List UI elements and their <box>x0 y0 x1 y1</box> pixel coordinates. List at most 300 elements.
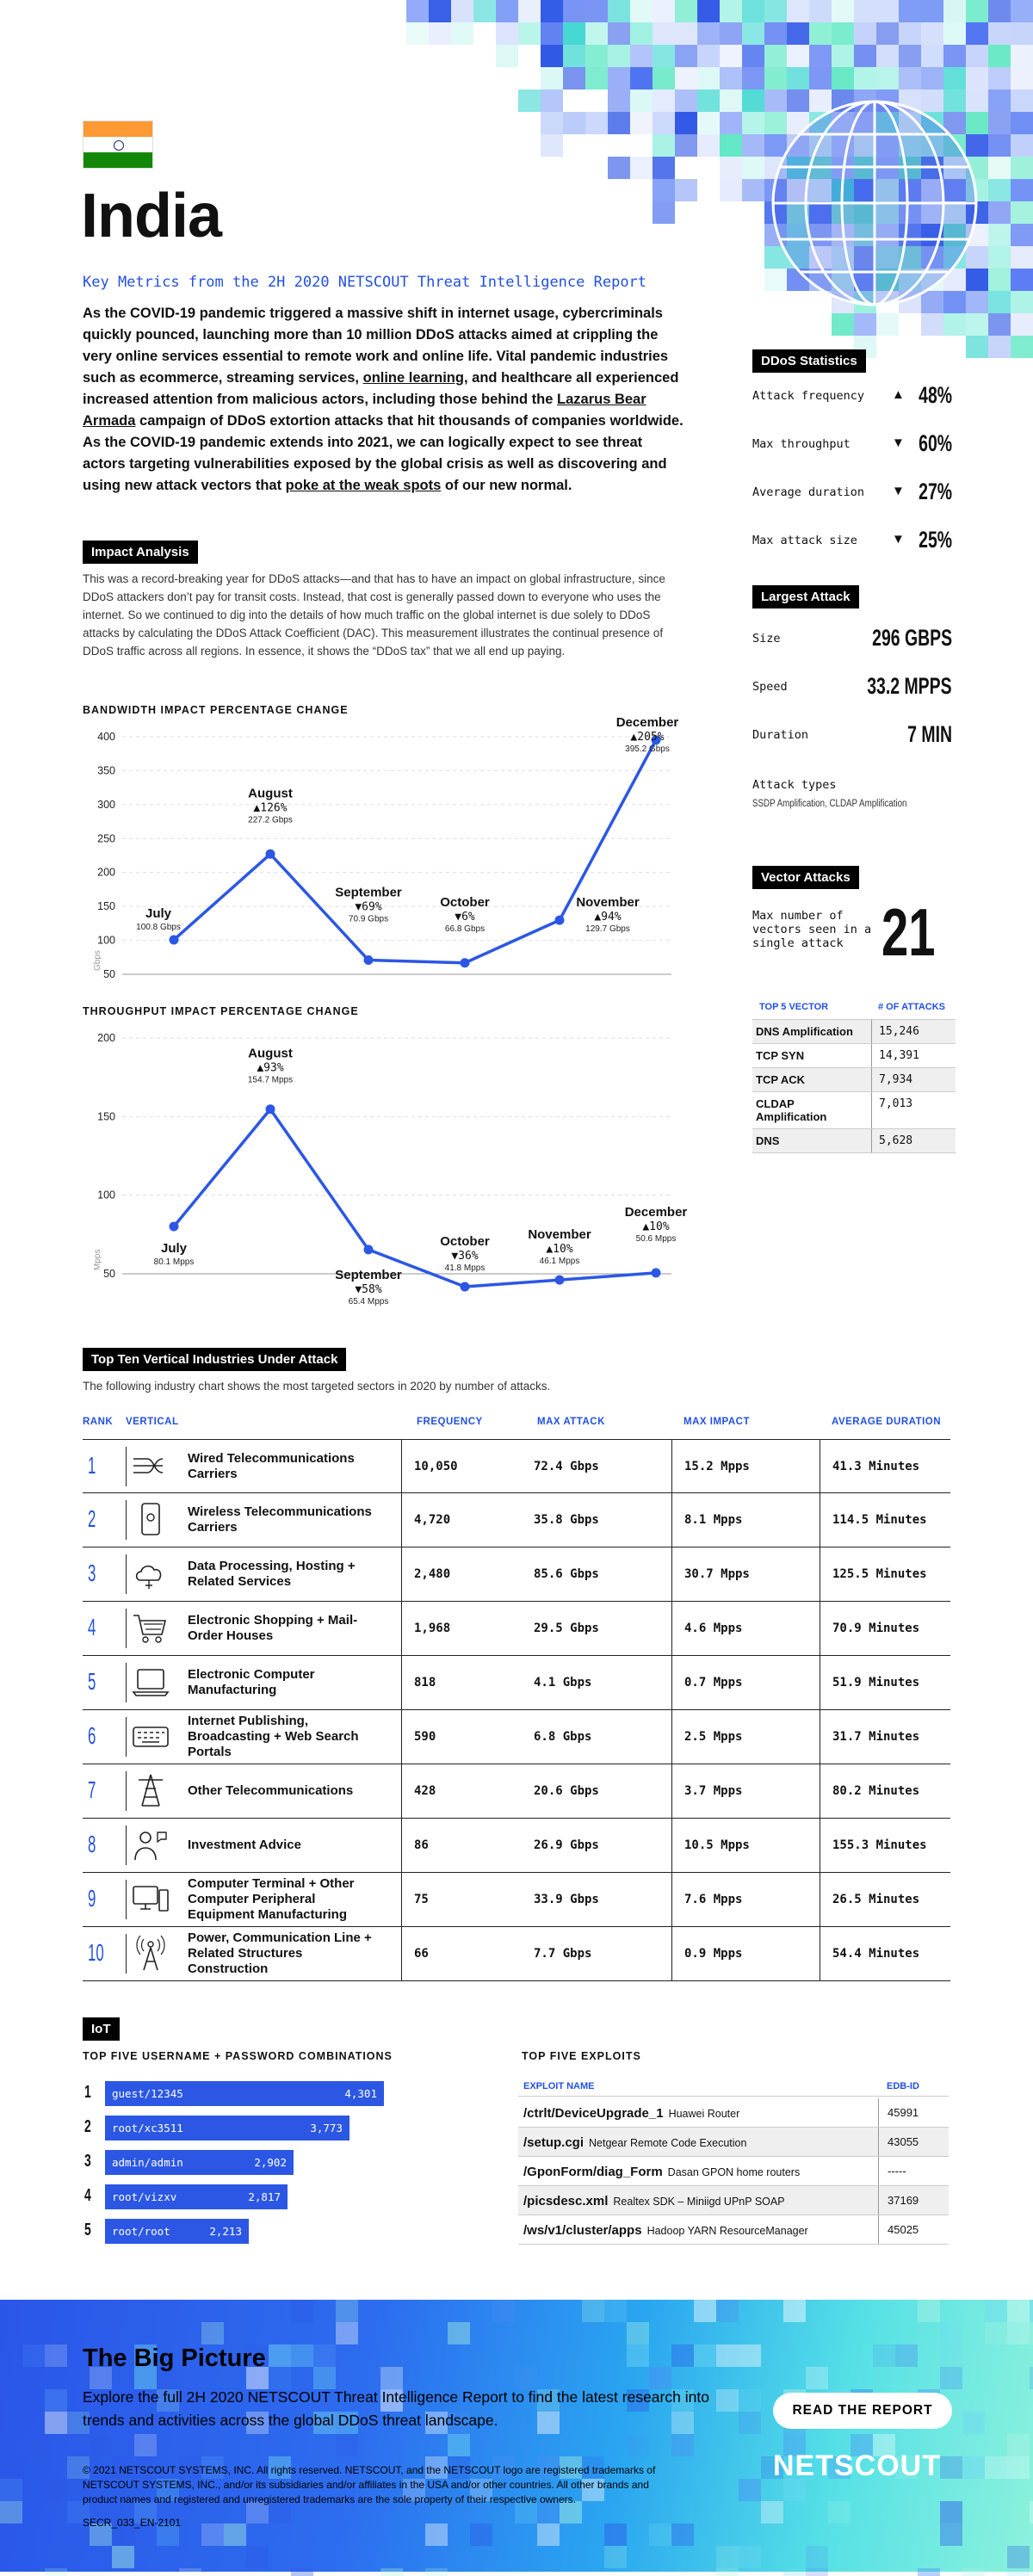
mosaic-tile <box>675 134 697 157</box>
y-tick-label: 250 <box>97 832 115 845</box>
mosaic-tile <box>313 2344 336 2367</box>
arrow-up-icon: ▲ <box>892 387 905 402</box>
stat-value: 296 GBPS <box>872 625 952 651</box>
credentials-title: TOP FIVE USERNAME + PASSWORD COMBINATIONS <box>83 2050 393 2062</box>
value-label: 100.8 Gbps <box>136 922 181 932</box>
change-label: ▲10% <box>642 1220 670 1233</box>
mosaic-tile <box>541 67 563 90</box>
value-label: 129.7 Gbps <box>585 924 630 935</box>
industries-text: The following industry chart shows the most targeted sectors in 2020 by number of attacks. <box>83 1380 551 1393</box>
category-label: December <box>624 1204 688 1220</box>
table-row <box>752 1043 956 1067</box>
exploit-description: Netgear Remote Code Execution <box>589 2137 747 2149</box>
largest-attack-speed <box>752 670 952 704</box>
mosaic-tile <box>720 45 742 67</box>
exploit-path: /GponForm/diag_Form <box>523 2165 663 2179</box>
exploits-title: TOP FIVE EXPLOITS <box>522 2050 641 2062</box>
y-tick-label: 50 <box>103 1268 115 1280</box>
footer-title: The Big Picture <box>83 2344 266 2372</box>
mosaic-tile <box>563 0 585 22</box>
mosaic-tile <box>675 67 697 90</box>
category-label: October <box>440 1233 490 1249</box>
mosaic-tile <box>675 45 697 67</box>
mosaic-tile <box>985 2322 1007 2344</box>
mosaic-tile <box>671 2434 694 2456</box>
change-label: ▲10% <box>546 1243 573 1257</box>
table-row <box>518 2128 949 2157</box>
category-label: September <box>335 885 402 900</box>
col-header-edb-id: EDB-ID <box>887 2081 919 2091</box>
vector-name: CLDAP Amplification <box>756 1097 827 1123</box>
page-title: India <box>81 182 222 250</box>
mosaic-tile <box>764 22 787 45</box>
stat-label: Speed <box>752 680 788 694</box>
edb-id: 43055 <box>878 2128 927 2156</box>
vertical-name: Wireless Telecommunications Carriers <box>188 1504 372 1535</box>
change-label: ▼36% <box>451 1249 479 1263</box>
col-header-vector: TOP 5 VECTOR <box>759 1002 829 1012</box>
mosaic-tile <box>716 2568 739 2576</box>
col-header-frequency: FREQUENCY <box>417 1417 483 1427</box>
mosaic-tile <box>940 2344 962 2367</box>
frequency-value: 2,480 <box>401 1547 520 1601</box>
vertical-name: Data Processing, Hosting + Related Services <box>188 1559 356 1589</box>
mosaic-tile <box>496 22 518 45</box>
credential-label: guest/12345 <box>112 2087 183 2100</box>
series-line <box>174 740 656 963</box>
intro-text-3: campaign of DDoS extortion attacks that hit thousands of companies worldwide. As the COVID-19 pandemic extends into 2021, we can logically expect to see threat actors targeting vulnerabilities exposed by the global crisis as well as discovering and using new attack vectors that <box>83 413 684 493</box>
intro-paragraph <box>83 303 685 497</box>
data-point <box>364 1245 374 1254</box>
vector-count: 7,934 <box>871 1068 919 1091</box>
frequency-value: 590 <box>401 1710 520 1764</box>
mosaic-tile <box>563 22 585 45</box>
mosaic-tile <box>720 0 742 22</box>
online-learning-link[interactable]: online learning <box>362 370 464 386</box>
mosaic-tile <box>541 0 563 22</box>
mosaic-tile <box>675 22 697 45</box>
arrow-down-icon: ▼ <box>892 484 905 498</box>
mosaic-tile <box>716 2300 739 2322</box>
y-tick-label: 100 <box>97 934 115 947</box>
average-duration-value: 26.5 Minutes <box>820 1873 950 1926</box>
mosaic-tile <box>921 22 943 45</box>
mosaic-tile <box>962 2568 985 2576</box>
table-row <box>83 1439 950 1493</box>
iot-tag: IoT <box>83 2017 120 2041</box>
credential-bar <box>105 2184 288 2209</box>
frequency-value: 75 <box>401 1873 520 1926</box>
max-attack-value: 26.9 Gbps <box>534 1838 599 1852</box>
mosaic-tile <box>201 2523 224 2546</box>
mosaic-tile <box>653 0 675 22</box>
mosaic-tile <box>653 67 675 90</box>
mosaic-tile <box>921 0 943 22</box>
mosaic-tile <box>653 90 675 112</box>
stat-value: 60% <box>919 430 952 456</box>
mosaic-tile <box>451 0 473 22</box>
value-label: 46.1 Mpps <box>539 1257 580 1267</box>
rank-number: 3 <box>84 2152 91 2171</box>
rank-number: 7 <box>88 1776 96 1803</box>
laptop-icon <box>126 1663 170 1702</box>
mosaic-tile <box>873 2344 895 2367</box>
exploit-path: /ws/v1/cluster/apps <box>523 2223 642 2238</box>
mosaic-tile <box>22 2344 45 2367</box>
stat-label: Size <box>752 632 781 646</box>
y-tick-label: 50 <box>103 968 115 980</box>
mosaic-tile <box>988 0 1011 22</box>
vector-attacks-tag: Vector Attacks <box>752 866 859 889</box>
mosaic-tile <box>1011 179 1033 201</box>
mosaic-tile <box>541 90 563 112</box>
edb-id: 45991 <box>878 2098 927 2127</box>
max-attack-value: 7.7 Gbps <box>534 1947 592 1961</box>
largest-attack-duration <box>752 718 952 752</box>
average-duration-value: 41.3 Minutes <box>820 1440 950 1493</box>
value-label: 70.9 Gbps <box>348 914 389 924</box>
mosaic-tile <box>630 90 653 112</box>
advisor-icon <box>126 1825 170 1865</box>
mosaic-tile <box>608 157 630 179</box>
mosaic-tile <box>653 201 675 224</box>
mosaic-tile <box>291 2344 313 2367</box>
mosaic-tile <box>739 2344 761 2367</box>
vertical-name: Computer Terminal + Other Computer Peripheral Equipment Manufacturing <box>188 1876 355 1922</box>
mosaic-tile <box>720 67 742 90</box>
rank-number: 4 <box>84 2186 91 2205</box>
antenna-icon <box>126 1934 170 1974</box>
table-row <box>83 1873 950 1927</box>
mosaic-tile <box>720 134 742 157</box>
change-label: ▲205% <box>630 730 665 744</box>
mosaic-tile <box>45 2344 67 2367</box>
mosaic-tile <box>496 45 518 67</box>
mosaic-tile <box>1030 2501 1033 2523</box>
table-row <box>518 2215 949 2245</box>
mosaic-tile <box>854 45 876 67</box>
mosaic-tile <box>45 2412 67 2434</box>
category-label: November <box>576 895 640 911</box>
data-point <box>652 1268 661 1277</box>
value-label: 50.6 Mpps <box>635 1233 677 1244</box>
mosaic-tile <box>630 45 653 67</box>
category-label: December <box>615 714 679 730</box>
data-point <box>170 935 179 944</box>
y-tick-label: 150 <box>97 1110 115 1123</box>
rank-number: 6 <box>88 1722 96 1749</box>
table-row <box>518 2098 949 2128</box>
mosaic-tile <box>291 2568 313 2576</box>
mosaic-tile <box>962 2456 985 2479</box>
mosaic-tile <box>1011 246 1033 269</box>
mosaic-tile <box>0 2479 22 2501</box>
max-impact-value: 30.7 Mpps <box>671 1547 818 1601</box>
frequency-value: 86 <box>401 1819 520 1872</box>
exploit-description: Hadoop YARN ResourceManager <box>646 2225 808 2237</box>
mosaic-tile <box>1007 2322 1030 2344</box>
mosaic-tile <box>630 67 653 90</box>
vector-name: TCP SYN <box>756 1049 805 1062</box>
attack-types-label: Attack types <box>752 778 837 792</box>
mosaic-tile <box>1007 2456 1030 2479</box>
mosaic-tile <box>630 22 653 45</box>
rank-number: 5 <box>88 1668 96 1695</box>
mosaic-tile <box>943 22 966 45</box>
stat-value: 27% <box>919 479 952 504</box>
credential-count: 2,817 <box>248 2190 281 2203</box>
mosaic-tile <box>876 22 899 45</box>
rank-number: 2 <box>84 2117 91 2136</box>
table-row <box>752 1019 956 1043</box>
change-label: ▼6% <box>455 910 475 924</box>
mosaic-tile <box>1007 2300 1030 2322</box>
attack-types-value: SSDP Amplification, CLDAP Amplification <box>752 799 907 809</box>
stat-label: Average duration <box>752 485 865 499</box>
mosaic-tile <box>832 45 854 67</box>
rank-number: 10 <box>88 1939 104 1966</box>
mosaic-tile <box>716 2344 739 2367</box>
ashoka-chakra-icon <box>114 140 124 151</box>
max-impact-value: 3.7 Mpps <box>671 1764 818 1818</box>
mosaic-tile <box>828 2501 851 2523</box>
mosaic-tile <box>1011 90 1033 112</box>
table-row <box>83 1710 950 1764</box>
mosaic-tile <box>425 2568 448 2576</box>
data-point <box>266 849 275 859</box>
mosaic-tile <box>671 2344 694 2367</box>
mosaic-tile <box>720 22 742 45</box>
footer-text: Explore the full 2H 2020 NETSCOUT Threat Intelligence Report to find the latest research into trends and activities across the global DDoS threat landscape. <box>83 2388 709 2429</box>
mosaic-tile <box>1011 45 1033 67</box>
mosaic-tile <box>630 0 653 22</box>
y-tick-label: 100 <box>97 1189 115 1202</box>
mosaic-tile <box>134 2434 157 2456</box>
mosaic-tile <box>1011 269 1033 291</box>
mosaic-tile <box>1007 2568 1030 2576</box>
mosaic-tile <box>585 22 608 45</box>
mosaic-tile <box>492 2300 515 2322</box>
impact-analysis-text: This was a record-breaking year for DDoS attacks—and that has to have an impact on global infrastructure, since DDoS attackers don’t pay for transit costs. Instead, that cost is generally passed down to everyone who uses the internet. So we continued to dig into the details of how much traffic on the global internet is due solely to DDoS attacks by calculating the DDoS Attack Coefficient (DAC). This measurement illustrates the continual presence of DDoS traffic across all regions. In essence, it shows the “DDoS tax” that we all end up paying. <box>83 572 665 658</box>
mosaic-tile <box>0 2501 22 2523</box>
mosaic-tile <box>943 45 966 67</box>
rank-number: 8 <box>88 1831 96 1857</box>
mosaic-tile <box>112 2546 134 2568</box>
col-header-max-impact: MAX IMPACT <box>684 1417 750 1427</box>
stat-label: Max attack size <box>752 534 857 547</box>
mosaic-tile <box>1011 291 1033 313</box>
mosaic-tile <box>985 2300 1007 2322</box>
mosaic-tile <box>988 22 1011 45</box>
col-header-attacks: # OF ATTACKS <box>878 1002 946 1012</box>
mosaic-tile <box>739 2546 761 2568</box>
mosaic-tile <box>787 22 809 45</box>
mosaic-tile <box>496 0 518 22</box>
weak-spots-link[interactable]: poke at the weak spots <box>285 478 442 493</box>
stat-label: Duration <box>752 728 809 742</box>
change-label: ▼58% <box>355 1282 382 1296</box>
category-label: September <box>335 1267 402 1282</box>
tower-icon <box>126 1771 170 1811</box>
mosaic-tile <box>604 2523 627 2546</box>
mosaic-tile <box>1011 67 1033 90</box>
series-line <box>174 1109 656 1287</box>
table-row <box>83 1547 950 1602</box>
mosaic-tile <box>518 90 541 112</box>
credential-count: 2,213 <box>209 2225 242 2238</box>
mosaic-tile <box>425 2523 448 2546</box>
exploit-name <box>523 2223 808 2238</box>
phone-icon <box>126 1500 170 1540</box>
vertical-name: Other Telecommunications <box>188 1783 354 1798</box>
document-code: SECR_033_EN-2101 <box>83 2517 182 2529</box>
max-attack-value: 35.8 Gbps <box>534 1513 599 1527</box>
mosaic-tile <box>448 2322 470 2344</box>
mosaic-tile <box>179 2568 201 2576</box>
rank-number: 9 <box>88 1885 96 1912</box>
vector-count: 14,391 <box>871 1044 926 1067</box>
mosaic-tile <box>783 2300 806 2322</box>
table-row <box>518 2157 949 2186</box>
mosaic-tile <box>720 179 742 201</box>
stat-value: 7 MIN <box>907 721 952 747</box>
mosaic-tile <box>608 90 630 112</box>
y-tick-label: 300 <box>97 798 115 811</box>
netscout-logo: NETSCOUT <box>773 2449 941 2482</box>
mosaic-tile <box>783 2568 806 2576</box>
y-axis-label: Mpps <box>93 1249 102 1270</box>
arrow-down-icon: ▼ <box>892 532 905 547</box>
mosaic-tile <box>876 45 899 67</box>
vector-name: TCP ACK <box>756 1073 806 1086</box>
mosaic-tile <box>985 2456 1007 2479</box>
value-label: 154.7 Mpps <box>247 1075 294 1085</box>
credential-bar <box>105 2116 349 2140</box>
mosaic-tile <box>675 179 697 201</box>
throughput-chart <box>69 1024 689 1307</box>
frequency-value: 10,050 <box>401 1440 520 1493</box>
mosaic-tile <box>1011 224 1033 246</box>
max-attack-value: 4.1 Gbps <box>534 1676 592 1690</box>
stat-value: 33.2 MPPS <box>867 673 952 699</box>
mosaic-tile <box>649 2523 671 2546</box>
max-impact-value: 15.2 Mpps <box>671 1440 818 1493</box>
mosaic-tile <box>716 2546 739 2568</box>
mosaic-tile <box>604 2300 627 2322</box>
mosaic-tile <box>1007 2434 1030 2456</box>
frequency-value: 66 <box>401 1927 520 1980</box>
average-duration-value: 70.9 Minutes <box>820 1602 950 1655</box>
data-point <box>364 955 374 965</box>
cart-icon <box>126 1609 170 1648</box>
mosaic-tile <box>966 45 988 67</box>
category-label: July <box>145 905 172 921</box>
mosaic-tile <box>671 2523 694 2546</box>
table-row <box>518 2186 949 2215</box>
col-header-max-attack: MAX ATTACK <box>537 1417 605 1427</box>
data-point <box>555 1276 565 1285</box>
lazarus-bear-armada-link[interactable]: Lazarus Bear Armada <box>83 392 646 429</box>
read-report-button[interactable]: READ THE REPORT <box>773 2393 952 2429</box>
largest-attack-tag: Largest Attack <box>752 585 859 608</box>
mosaic-tile <box>336 2322 358 2344</box>
average-duration-value: 51.9 Minutes <box>820 1656 950 1709</box>
mosaic-tile <box>988 336 1011 358</box>
col-header-vertical: VERTICAL <box>126 1417 179 1427</box>
credential-count: 3,773 <box>310 2122 343 2134</box>
max-impact-value: 0.7 Mpps <box>671 1656 818 1709</box>
ddos-statistics-tag: DDoS Statistics <box>752 349 866 373</box>
mosaic-tile <box>895 2344 918 2367</box>
bandwidth-chart-title: BANDWIDTH IMPACT PERCENTAGE CHANGE <box>83 704 349 716</box>
exploit-name <box>523 2165 800 2179</box>
mosaic-tile <box>739 2412 761 2434</box>
max-impact-value: 2.5 Mpps <box>671 1710 818 1764</box>
mosaic-tile <box>809 0 832 22</box>
mosaic-tile <box>697 45 720 67</box>
mosaic-tile <box>585 45 608 67</box>
rank-number: 1 <box>88 1452 96 1479</box>
frequency-value: 428 <box>401 1764 520 1818</box>
mosaic-tile <box>1030 2300 1033 2322</box>
mosaic-tile <box>22 2434 45 2456</box>
table-header <box>752 998 956 1019</box>
mosaic-tile <box>541 45 563 67</box>
value-label: 65.4 Mpps <box>348 1296 389 1307</box>
vertical-name: Internet Publishing, Broadcasting + Web Search Portals <box>188 1714 359 1759</box>
vertical-name: Wired Telecommunications Carriers <box>188 1451 355 1481</box>
exploit-description: Huawei Router <box>668 2108 740 2120</box>
vertical-name: Power, Communication Line + Related Structures Construction <box>188 1930 372 1976</box>
mosaic-tile <box>1011 157 1033 179</box>
industries-tag: Top Ten Vertical Industries Under Attack <box>83 1348 346 1371</box>
mosaic-tile <box>940 2523 962 2546</box>
mosaic-tile <box>630 157 653 179</box>
stat-label: Attack frequency <box>752 389 865 403</box>
table-row <box>83 1602 950 1656</box>
flag-stripe-green <box>84 152 152 168</box>
exploit-path: /setup.cgi <box>523 2135 585 2150</box>
y-axis-label: Gbps <box>93 950 102 971</box>
average-duration-value: 80.2 Minutes <box>820 1764 950 1818</box>
mosaic-tile <box>429 0 451 22</box>
rank-number: 3 <box>88 1560 96 1586</box>
mosaic-tile <box>739 2479 761 2501</box>
y-tick-label: 350 <box>97 764 115 777</box>
exploit-description: Realtex SDK – Miniigd UPnP SOAP <box>613 2196 785 2208</box>
mosaic-tile <box>761 2501 783 2523</box>
mosaic-tile <box>1030 2322 1033 2344</box>
mosaic-tile <box>224 2523 246 2546</box>
mosaic-tile <box>739 2389 761 2412</box>
mosaic-tile <box>537 2523 560 2546</box>
data-point <box>461 1282 470 1291</box>
cloud-icon <box>126 1554 170 1594</box>
mosaic-tile <box>1011 336 1033 358</box>
frequency-value: 1,968 <box>401 1602 520 1655</box>
mosaic-tile <box>45 2568 67 2576</box>
max-attack-value: 72.4 Gbps <box>534 1460 599 1473</box>
mosaic-tile <box>988 45 1011 67</box>
mosaic-tile <box>451 22 473 45</box>
mosaic-tile <box>608 112 630 134</box>
mosaic-tile <box>787 0 809 22</box>
category-label: July <box>160 1241 188 1257</box>
mosaic-tile <box>90 2434 112 2456</box>
cable-icon <box>126 1447 170 1486</box>
mosaic-tile <box>608 22 630 45</box>
mosaic-tile <box>541 22 563 45</box>
